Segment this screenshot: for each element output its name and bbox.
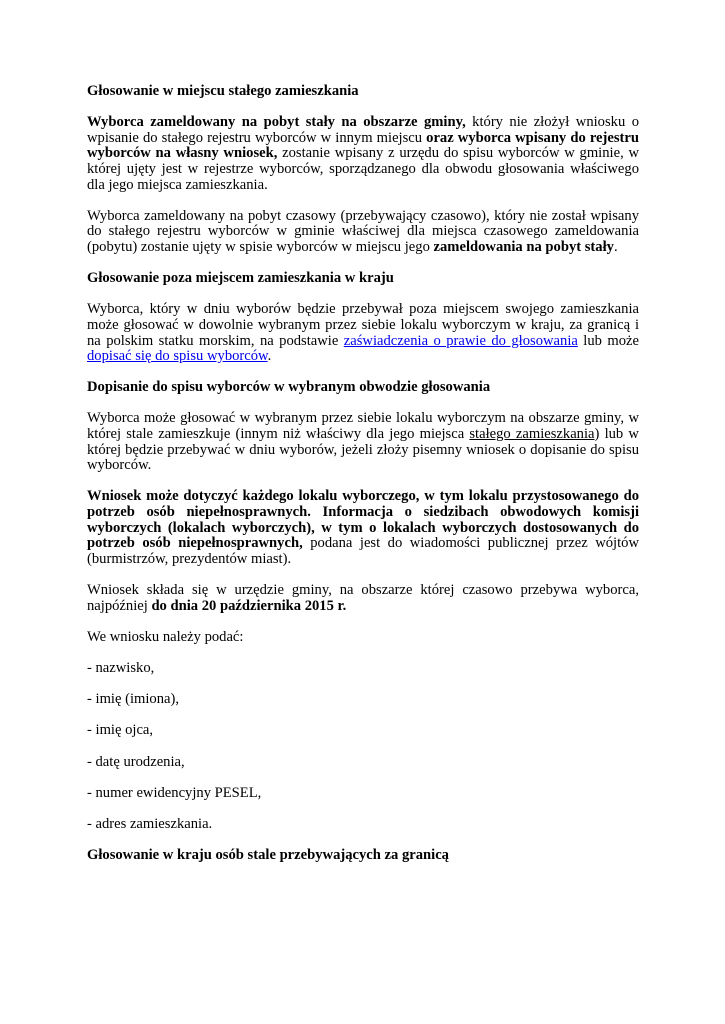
heading-za-granica: Głosowanie w kraju osób stale przebywających za granicą [87, 847, 449, 864]
heading-dopisanie: Dopisanie do spisu wyborców w wybranym obwodzie głosowania [87, 379, 491, 396]
list-item: - numer ewidencyjny PESEL, [87, 784, 262, 801]
text: Wyborca, który w dniu wyborów będzie przebywał poza miejscem swojego zamieszkania może głosować w dowolnie wybranym przez siebie lokalu wyborczym w kraju, za granicą i na polskim statku morskim, na podstawie [87, 301, 639, 349]
bold-text: oraz wyborca wpisany do rejestru wyborców na własny wniosek, [87, 129, 639, 162]
bold-text: zameldowania na pobyt stały [433, 238, 614, 255]
list-item: - nazwisko, [87, 659, 155, 676]
text: ) lub w której będzie przebywać w dniu wyborów, jeżeli złoży pisemny wniosek o dopisanie do spisu wyborców. [87, 426, 639, 474]
paragraph-wniosek-termin [87, 583, 639, 614]
text: Wniosek składa się w urzędzie gminy, na obszarze której czasowo przebywa wyborca, najpóźniej [87, 582, 639, 614]
list-item: - datę urodzenia, [87, 753, 185, 770]
paragraph-wniosek-lokal [87, 489, 639, 567]
text: lub może [577, 332, 639, 349]
list-item: - imię ojca, [87, 722, 154, 739]
text: . [613, 238, 618, 255]
paragraph-dopisanie-wybrany-lokal [87, 411, 639, 473]
text: . [267, 348, 272, 365]
document-content [87, 84, 639, 879]
text: podana jest do wiadomości publicznej przez wójtów (burmistrzów, prezydentów miast). [87, 535, 639, 567]
bold-date: do dnia 20 października 2015 r. [151, 597, 347, 614]
bold-text: Wniosek może dotyczyć każdego lokalu wyborczego, w tym lokalu przystosowanego do potrzeb osób niepełnosprawnych. Informacja o siedzibach obwodowych komisji wyborczych (lokalach wyborczych), w tym o lokalach wyborczych dostosowanych do potrzeb osób niepełnosprawnych, [87, 488, 639, 552]
underlined-text: stałego zamieszkania [469, 426, 595, 443]
dopisac-sie-link[interactable]: dopisać się do spisu wyborców [87, 348, 268, 365]
paragraph-poza-miejscem [87, 302, 639, 364]
paragraph-zameldowany-staly [87, 115, 639, 193]
text: Wyborca zameldowany na pobyt czasowy (przebywający czasowo), który nie został wpisany do stałego rejestru wyborców w gminie właściwej dla miejsca czasowego zameldowania (pobytu) zostanie ujęty w spisie wyborców w miejscu jego [87, 207, 639, 255]
heading-stale-zamieszkanie: Głosowanie w miejscu stałego zamieszkania [87, 83, 359, 99]
list-item: - adres zamieszkania. [87, 815, 213, 832]
paragraph-zameldowany-czasowy [87, 209, 639, 256]
list-intro: We wniosku należy podać: [87, 628, 244, 645]
list-item: - imię (imiona), [87, 691, 179, 708]
text: Wyborca może głosować w wybranym przez siebie lokalu wyborczym na obszarze gminy, w której stale zamieszkuje (innym niż właściwy dla jego miejsca [87, 410, 639, 443]
zaswiadczenie-link[interactable]: zaświadczenia o prawie do głosowania [343, 332, 578, 349]
heading-poza-miejscem: Głosowanie poza miejscem zamieszkania w kraju [87, 270, 394, 287]
text: zostanie wpisany z urzędu do spisu wyborców w gminie, w której ujęty jest w rejestrze wyborców, sporządzanego dla obwodu głosowania właściwego dla jego miejsca zamieszkania. [87, 145, 640, 193]
text: który nie złożył wniosku o wpisanie do stałego rejestru wyborców w innym miejscu [87, 114, 639, 146]
bold-text: Wyborca zameldowany na pobyt stały na obszarze gminy, [87, 114, 466, 131]
